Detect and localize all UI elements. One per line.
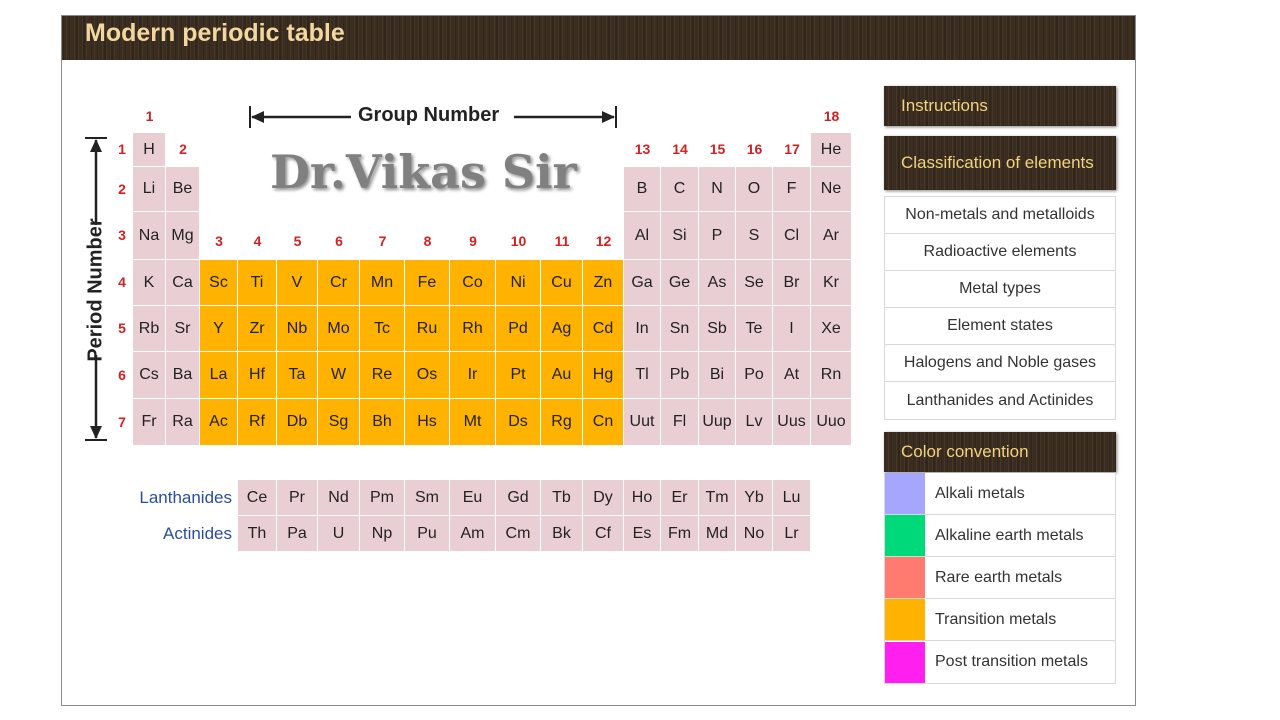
color-convention-header <box>884 432 1116 472</box>
element-cell-pb[interactable]: Pb <box>661 352 699 399</box>
lanthanides-cell-gd[interactable]: Gd <box>496 480 541 516</box>
element-cell-rh[interactable]: Rh <box>450 306 496 352</box>
lanthanides-cell-ho[interactable]: Ho <box>624 480 661 516</box>
element-cell-tc[interactable]: Tc <box>360 306 405 352</box>
element-cell-fr[interactable]: Fr <box>133 399 166 446</box>
classification-item-4[interactable]: Element states <box>885 308 1115 345</box>
element-cell-fl[interactable]: Fl <box>661 399 699 446</box>
element-cell-sb[interactable]: Sb <box>699 306 736 352</box>
actinides-cell-u[interactable]: U <box>318 516 360 552</box>
element-cell-y[interactable]: Y <box>200 306 238 352</box>
lanthanides-cell-eu[interactable]: Eu <box>450 480 496 516</box>
actinides-cell-es[interactable]: Es <box>624 516 661 552</box>
element-cell-cn[interactable]: Cn <box>583 399 624 446</box>
lanthanides-cell-yb[interactable]: Yb <box>736 480 773 516</box>
lanthanides-cell-sm[interactable]: Sm <box>405 480 450 516</box>
group-number-6: 6 <box>335 233 343 249</box>
element-cell-he[interactable]: He <box>811 133 852 167</box>
actinides-cell-pa[interactable]: Pa <box>277 516 318 552</box>
legend-label: Transition metals <box>935 610 1057 628</box>
group-number-1: 1 <box>145 108 154 124</box>
lanthanides-cell-nd[interactable]: Nd <box>318 480 360 516</box>
element-cell-ni[interactable]: Ni <box>496 260 541 306</box>
element-cell-cd[interactable]: Cd <box>583 306 624 352</box>
element-cell-n[interactable]: N <box>699 167 736 212</box>
element-cell-zr[interactable]: Zr <box>238 306 277 352</box>
group-number-12: 12 <box>595 233 612 249</box>
element-cell-rb[interactable]: Rb <box>133 306 166 352</box>
actinides-cell-th[interactable]: Th <box>238 516 277 552</box>
lanthanides-cell-tm[interactable]: Tm <box>699 480 736 516</box>
actinides-cell-fm[interactable]: Fm <box>661 516 699 552</box>
element-cell-uut[interactable]: Uut <box>624 399 661 446</box>
actinides-cell-lr[interactable]: Lr <box>773 516 811 552</box>
group-number-18: 18 <box>823 108 840 124</box>
element-cell-rn[interactable]: Rn <box>811 352 852 399</box>
element-cell-f[interactable]: F <box>773 167 811 212</box>
color-swatch <box>885 557 925 598</box>
lanthanides-cell-ce[interactable]: Ce <box>238 480 277 516</box>
element-cell-v[interactable]: V <box>277 260 318 306</box>
group-number-8: 8 <box>423 233 432 249</box>
lanthanides-cell-dy[interactable]: Dy <box>583 480 624 516</box>
period-number-4: 4 <box>118 274 126 290</box>
element-cell-lv[interactable]: Lv <box>736 399 773 446</box>
element-cell-ra[interactable]: Ra <box>166 399 200 446</box>
group-number-13: 13 <box>634 141 651 157</box>
element-cell-ge[interactable]: Ge <box>661 260 699 306</box>
element-cell-nb[interactable]: Nb <box>277 306 318 352</box>
legend-row-1[interactable] <box>885 473 1115 515</box>
classification-item-5[interactable]: Halogens and Noble gases <box>885 345 1115 382</box>
actinides-label: Actinides <box>163 524 232 543</box>
group-number-15: 15 <box>709 141 726 157</box>
lanthanides-cell-er[interactable]: Er <box>661 480 699 516</box>
element-cell-si[interactable]: Si <box>661 212 699 260</box>
element-cell-au[interactable]: Au <box>541 352 583 399</box>
element-cell-po[interactable]: Po <box>736 352 773 399</box>
group-number-label: Group Number <box>358 104 500 126</box>
element-cell-sn[interactable]: Sn <box>661 306 699 352</box>
element-cell-rg[interactable]: Rg <box>541 399 583 446</box>
element-cell-hg[interactable]: Hg <box>583 352 624 399</box>
element-cell-c[interactable]: C <box>661 167 699 212</box>
lanthanides-cell-pr[interactable]: Pr <box>277 480 318 516</box>
element-cell-pt[interactable]: Pt <box>496 352 541 399</box>
legend-row-5[interactable] <box>885 641 1115 683</box>
element-cell-br[interactable]: Br <box>773 260 811 306</box>
element-cell-at[interactable]: At <box>773 352 811 399</box>
element-cell-sr[interactable]: Sr <box>166 306 200 352</box>
element-cell-ru[interactable]: Ru <box>405 306 450 352</box>
element-cell-o[interactable]: O <box>736 167 773 212</box>
element-cell-i[interactable]: I <box>773 306 811 352</box>
element-cell-re[interactable]: Re <box>360 352 405 399</box>
actinides-cell-md[interactable]: Md <box>699 516 736 552</box>
classification-item-1[interactable]: Non-metals and metalloids <box>885 197 1115 234</box>
element-cell-uup[interactable]: Uup <box>699 399 736 446</box>
group-number-5: 5 <box>293 233 302 249</box>
element-cell-tl[interactable]: Tl <box>624 352 661 399</box>
actinides-cell-am[interactable]: Am <box>450 516 496 552</box>
title-bar <box>62 16 1135 60</box>
classification-item-6[interactable]: Lanthanides and Actinides <box>906 391 1094 409</box>
element-cell-sc[interactable]: Sc <box>200 260 238 306</box>
classification-item-2[interactable]: Radioactive elements <box>885 234 1115 271</box>
lanthanides-label: Lanthanides <box>139 488 232 507</box>
element-cell-h[interactable]: H <box>133 133 166 167</box>
period-number-7: 7 <box>118 413 126 430</box>
legend-label: Alkali metals <box>935 484 1025 502</box>
element-cell-te[interactable]: Te <box>736 306 773 352</box>
period-number-2: 2 <box>118 180 126 197</box>
group-number-17: 17 <box>784 141 800 157</box>
classification-menu <box>884 196 1116 420</box>
element-cell-k[interactable]: K <box>133 260 166 306</box>
legend-label: Post transition metals <box>935 653 1088 670</box>
period-number-5: 5 <box>118 320 126 336</box>
element-cell-ag[interactable]: Ag <box>541 306 583 352</box>
element-cell-b[interactable]: B <box>624 167 661 212</box>
element-cell-rf[interactable]: Rf <box>238 399 277 446</box>
group-number-9: 9 <box>469 233 477 249</box>
element-cell-cr[interactable]: Cr <box>318 260 360 306</box>
element-cell-bi[interactable]: Bi <box>699 352 736 399</box>
legend-label: Alkaline earth metals <box>935 526 1084 544</box>
element-cell-p[interactable]: P <box>699 212 736 260</box>
element-cell-cu[interactable]: Cu <box>541 260 583 306</box>
group-number-7: 7 <box>378 233 387 249</box>
actinides-cell-bk[interactable]: Bk <box>541 516 583 552</box>
color-swatch <box>885 515 925 556</box>
group-number-11: 11 <box>554 233 570 249</box>
group-number-10: 10 <box>510 233 527 249</box>
lanthanides-cell-tb[interactable]: Tb <box>541 480 583 516</box>
element-cell-xe[interactable]: Xe <box>811 306 852 352</box>
element-cell-ne[interactable]: Ne <box>811 167 852 212</box>
element-cell-na[interactable]: Na <box>133 212 166 260</box>
element-cell-pd[interactable]: Pd <box>496 306 541 352</box>
element-cell-ac[interactable]: Ac <box>200 399 238 446</box>
group-number-16: 16 <box>746 141 763 157</box>
period-number-3: 3 <box>118 227 126 243</box>
element-cell-bh[interactable]: Bh <box>360 399 405 446</box>
element-cell-ar[interactable]: Ar <box>811 212 852 260</box>
element-cell-kr[interactable]: Kr <box>811 260 852 306</box>
element-cell-os[interactable]: Os <box>405 352 450 399</box>
element-cell-mn[interactable]: Mn <box>360 260 405 306</box>
element-cell-al[interactable]: Al <box>624 212 661 260</box>
element-cell-cl[interactable]: Cl <box>773 212 811 260</box>
legend-row-3[interactable] <box>885 557 1115 599</box>
element-cell-db[interactable]: Db <box>277 399 318 446</box>
legend-row-2[interactable] <box>885 515 1115 557</box>
period-number-1: 1 <box>118 141 126 157</box>
element-cell-fe[interactable]: Fe <box>405 260 450 306</box>
classification-header <box>884 136 1116 190</box>
color-swatch <box>885 473 925 514</box>
element-cell-ca[interactable]: Ca <box>166 260 200 306</box>
period-number-6: 6 <box>118 366 126 383</box>
element-cell-ga[interactable]: Ga <box>624 260 661 306</box>
element-cell-be[interactable]: Be <box>166 167 200 212</box>
element-cell-as[interactable]: As <box>699 260 736 306</box>
group-number-14: 14 <box>672 141 688 157</box>
group-number-2: 2 <box>179 141 187 157</box>
element-cell-li[interactable]: Li <box>133 167 166 212</box>
element-cell-la[interactable]: La <box>200 352 238 399</box>
group-number-3: 3 <box>215 233 223 249</box>
element-cell-hf[interactable]: Hf <box>238 352 277 399</box>
element-cell-uuo[interactable]: Uuo <box>811 399 852 446</box>
element-cell-w[interactable]: W <box>318 352 360 399</box>
instructions-label: Instructions <box>901 96 988 115</box>
color-swatch <box>885 642 925 683</box>
element-cell-sg[interactable]: Sg <box>318 399 360 446</box>
actinides-cell-cm[interactable]: Cm <box>496 516 541 552</box>
color-swatch <box>885 599 925 640</box>
element-cell-co[interactable]: Co <box>450 260 496 306</box>
color-legend <box>884 473 1116 684</box>
element-cell-in[interactable]: In <box>624 306 661 352</box>
element-cell-ti[interactable]: Ti <box>238 260 277 306</box>
element-cell-zn[interactable]: Zn <box>583 260 624 306</box>
element-cell-mo[interactable]: Mo <box>318 306 360 352</box>
classification-item-3[interactable]: Metal types <box>885 271 1115 308</box>
period-number-label: Period Number <box>84 218 107 362</box>
element-cell-mg[interactable]: Mg <box>166 212 200 260</box>
element-cell-ds[interactable]: Ds <box>496 399 541 446</box>
element-cell-se[interactable]: Se <box>736 260 773 306</box>
legend-label: Rare earth metals <box>935 568 1063 586</box>
element-cell-cs[interactable]: Cs <box>133 352 166 399</box>
element-cell-ta[interactable]: Ta <box>277 352 318 399</box>
classification-title: Classification of elements <box>901 153 1094 172</box>
lanthanides-cell-pm[interactable]: Pm <box>360 480 405 516</box>
color-convention-title: Color convention <box>901 442 1029 461</box>
instructions-button[interactable] <box>884 86 1116 126</box>
element-cell-ba[interactable]: Ba <box>166 352 200 399</box>
actinides-cell-pu[interactable]: Pu <box>405 516 450 552</box>
lanthanides-cell-lu[interactable]: Lu <box>773 480 811 516</box>
group-number-4: 4 <box>253 233 262 249</box>
page-title: Modern periodic table <box>85 19 345 47</box>
element-cell-ir[interactable]: Ir <box>450 352 496 399</box>
actinides-cell-np[interactable]: Np <box>360 516 405 552</box>
actinides-cell-cf[interactable]: Cf <box>583 516 624 552</box>
legend-row-4[interactable] <box>885 599 1115 641</box>
element-cell-s[interactable]: S <box>736 212 773 260</box>
element-cell-mt[interactable]: Mt <box>450 399 496 446</box>
actinides-cell-no[interactable]: No <box>736 516 773 552</box>
watermark: Dr.Vikas Sir <box>270 145 577 199</box>
element-cell-hs[interactable]: Hs <box>405 399 450 446</box>
element-cell-uus[interactable]: Uus <box>773 399 811 446</box>
